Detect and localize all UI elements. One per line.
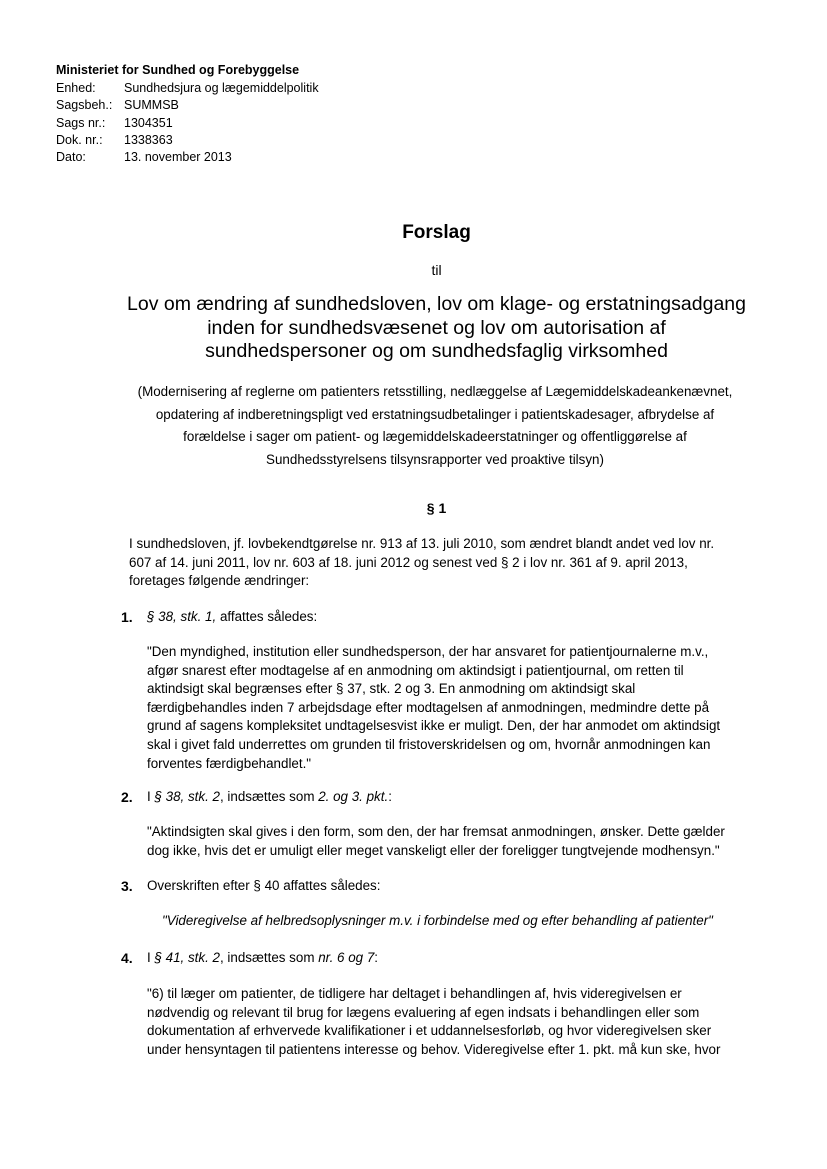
meta-key: Enhed: — [56, 81, 96, 95]
amendment-text-4 — [147, 985, 755, 1059]
meta-row-caseworker — [56, 97, 319, 114]
law-title-line: inden for sundhedsvæsenet og lov om autorisation af — [207, 316, 666, 339]
quote-line: under hensyntagen til patientens interesse og behov. Videregivelse efter 1. pkt. må kun ske, hvor — [147, 1041, 721, 1057]
item-heading-text: affattes således: — [216, 609, 318, 624]
amendment-text-1 — [147, 643, 755, 773]
meta-value: 1304351 — [124, 115, 173, 130]
meta-key: Sags nr.: — [56, 115, 106, 130]
quote-line: færdigbehandles inden 7 arbejdsdage efter modtagelsen af anmodningen, medmindre dette på — [147, 699, 710, 715]
document-title: Forslag — [402, 222, 471, 243]
section-heading: § 1 — [426, 500, 447, 516]
quote-line: grund af sagens kompleksitet undtagelsesvist ikke er muligt. Den, der har anmodet om aktindsigt — [147, 718, 721, 734]
law-subtitle — [110, 381, 760, 471]
item-heading-text: Overskriften efter § 40 affattes således: — [147, 878, 381, 893]
meta-key: Sagsbeh.: — [56, 98, 113, 113]
meta-row-date — [56, 149, 319, 166]
subtitle-line: forældelse i sager om patient- og lægemiddelskadeerstatninger og offentliggørelse af — [183, 429, 687, 444]
item-heading-text: , indsættes som — [219, 950, 319, 965]
quote-line: dog ikke, hvis det er umuligt eller meget vanskeligt eller der foreligger tungtvejende modhensyn." — [147, 842, 720, 858]
subtitle-line: opdatering af indberetningspligt ved erstatningsudbetalinger i patientskadesager, afbrydelse af — [155, 406, 715, 422]
item-heading — [147, 950, 378, 966]
item-heading — [147, 609, 317, 625]
quote-line: "Aktindsigten skal gives i den form, som den, der har fremsat anmodningen, ønsker. Dette gælder — [147, 824, 725, 839]
meta-key: Dato: — [56, 150, 86, 165]
meta-row-unit — [56, 80, 319, 97]
intro-line: 607 af 14. juni 2011, lov nr. 603 af 18. juni 2012 og senest ved § 2 i lov nr. 361 af 9. april 2013, — [129, 554, 688, 570]
title-connector: til — [431, 262, 442, 278]
subtitle-line: (Modernisering af reglerne om patienters retsstilling, nedlæggelse af Lægemiddelskadeankenævnet, — [137, 384, 733, 399]
item-heading-text: I — [147, 789, 155, 804]
quote-line: skal i givet fald underrettes om grunden til fristoverskridelsen og om, hvornår anmodningen kan — [147, 736, 711, 752]
meta-key: Dok. nr.: — [56, 132, 103, 147]
document-metadata — [56, 80, 319, 166]
intro-line: I sundhedsloven, jf. lovbekendtgørelse nr. 913 af 13. juli 2010, som ændret blandt andet ved lov nr. — [129, 536, 715, 551]
item-reference: 2. og 3. pkt. — [318, 789, 389, 804]
quote-line: dokumentation af erhvervede kvalifikationer i et uddannelsesforløb, og hvor videregivelsen sker — [147, 1023, 712, 1039]
law-title-line: Lov om ændring af sundhedsloven, lov om klage- og erstatningsadgang — [127, 293, 746, 315]
meta-row-doc-number — [56, 132, 319, 149]
item-reference: § 41, stk. 2 — [154, 950, 220, 965]
item-reference: nr. 6 og 7 — [318, 950, 375, 965]
item-number: 3. — [121, 878, 133, 894]
amendment-item-1 — [121, 609, 317, 625]
item-heading-text: : — [388, 789, 392, 804]
law-title-line: sundhedspersoner og om sundhedsfaglig virksomhed — [205, 340, 668, 362]
meta-row-case-number — [56, 115, 319, 132]
item-reference: § 38, stk. 2 — [154, 789, 220, 804]
item-heading — [147, 789, 392, 805]
quote-line: forventes færdigbehandlet." — [147, 755, 312, 771]
intro-paragraph — [129, 535, 769, 591]
quote-line: "Den myndighed, institution eller sundhedsperson, der har ansvaret for patientjournalerne m.v., — [147, 644, 709, 659]
amendment-text-2 — [147, 823, 755, 860]
amendment-text-3: "Videregivelse af helbredsoplysninger m.v. i forbindelse med og efter behandling af patienter" — [162, 913, 713, 928]
amendment-item-4 — [121, 950, 378, 966]
item-heading-text: : — [374, 950, 379, 965]
intro-line: foretages følgende ændringer: — [129, 573, 310, 589]
item-number: 4. — [121, 950, 133, 966]
item-number: 1. — [121, 609, 133, 625]
subtitle-line: Sundhedsstyrelsens tilsynsrapporter ved proaktive tilsyn) — [266, 451, 604, 467]
ministry-name: Ministeriet for Sundhed og Forebyggelse — [56, 63, 300, 77]
meta-value: Sundhedsjura og lægemiddelpolitik — [124, 81, 319, 95]
amendment-item-2 — [121, 789, 392, 805]
item-heading-text: I — [147, 950, 155, 965]
quote-line: nødvendig og relevant til brug for lægens evaluering af egen indsats i behandlingen eller som — [147, 1004, 700, 1020]
item-reference: § 38, stk. 1, — [147, 609, 217, 624]
amendment-item-3 — [121, 878, 380, 894]
quote-line: afgør snarest efter modtagelse af en anmodning om aktindsigt i patientjournal, om retten til — [147, 662, 684, 678]
law-title — [100, 293, 773, 364]
quote-line: "6) til læger om patienter, de tidligere har deltaget i behandlingen af, hvis videregivelsen er — [147, 986, 682, 1001]
meta-value: 1338363 — [124, 132, 173, 147]
item-heading-text: , indsættes som — [219, 789, 319, 804]
meta-value: SUMMSB — [124, 98, 179, 113]
meta-value: 13. november 2013 — [124, 150, 232, 165]
quote-line: aktindsigt skal begrænses efter § 37, stk. 2 og 3. En anmodning om aktindsigt skal — [147, 681, 636, 697]
item-number: 2. — [121, 789, 133, 805]
